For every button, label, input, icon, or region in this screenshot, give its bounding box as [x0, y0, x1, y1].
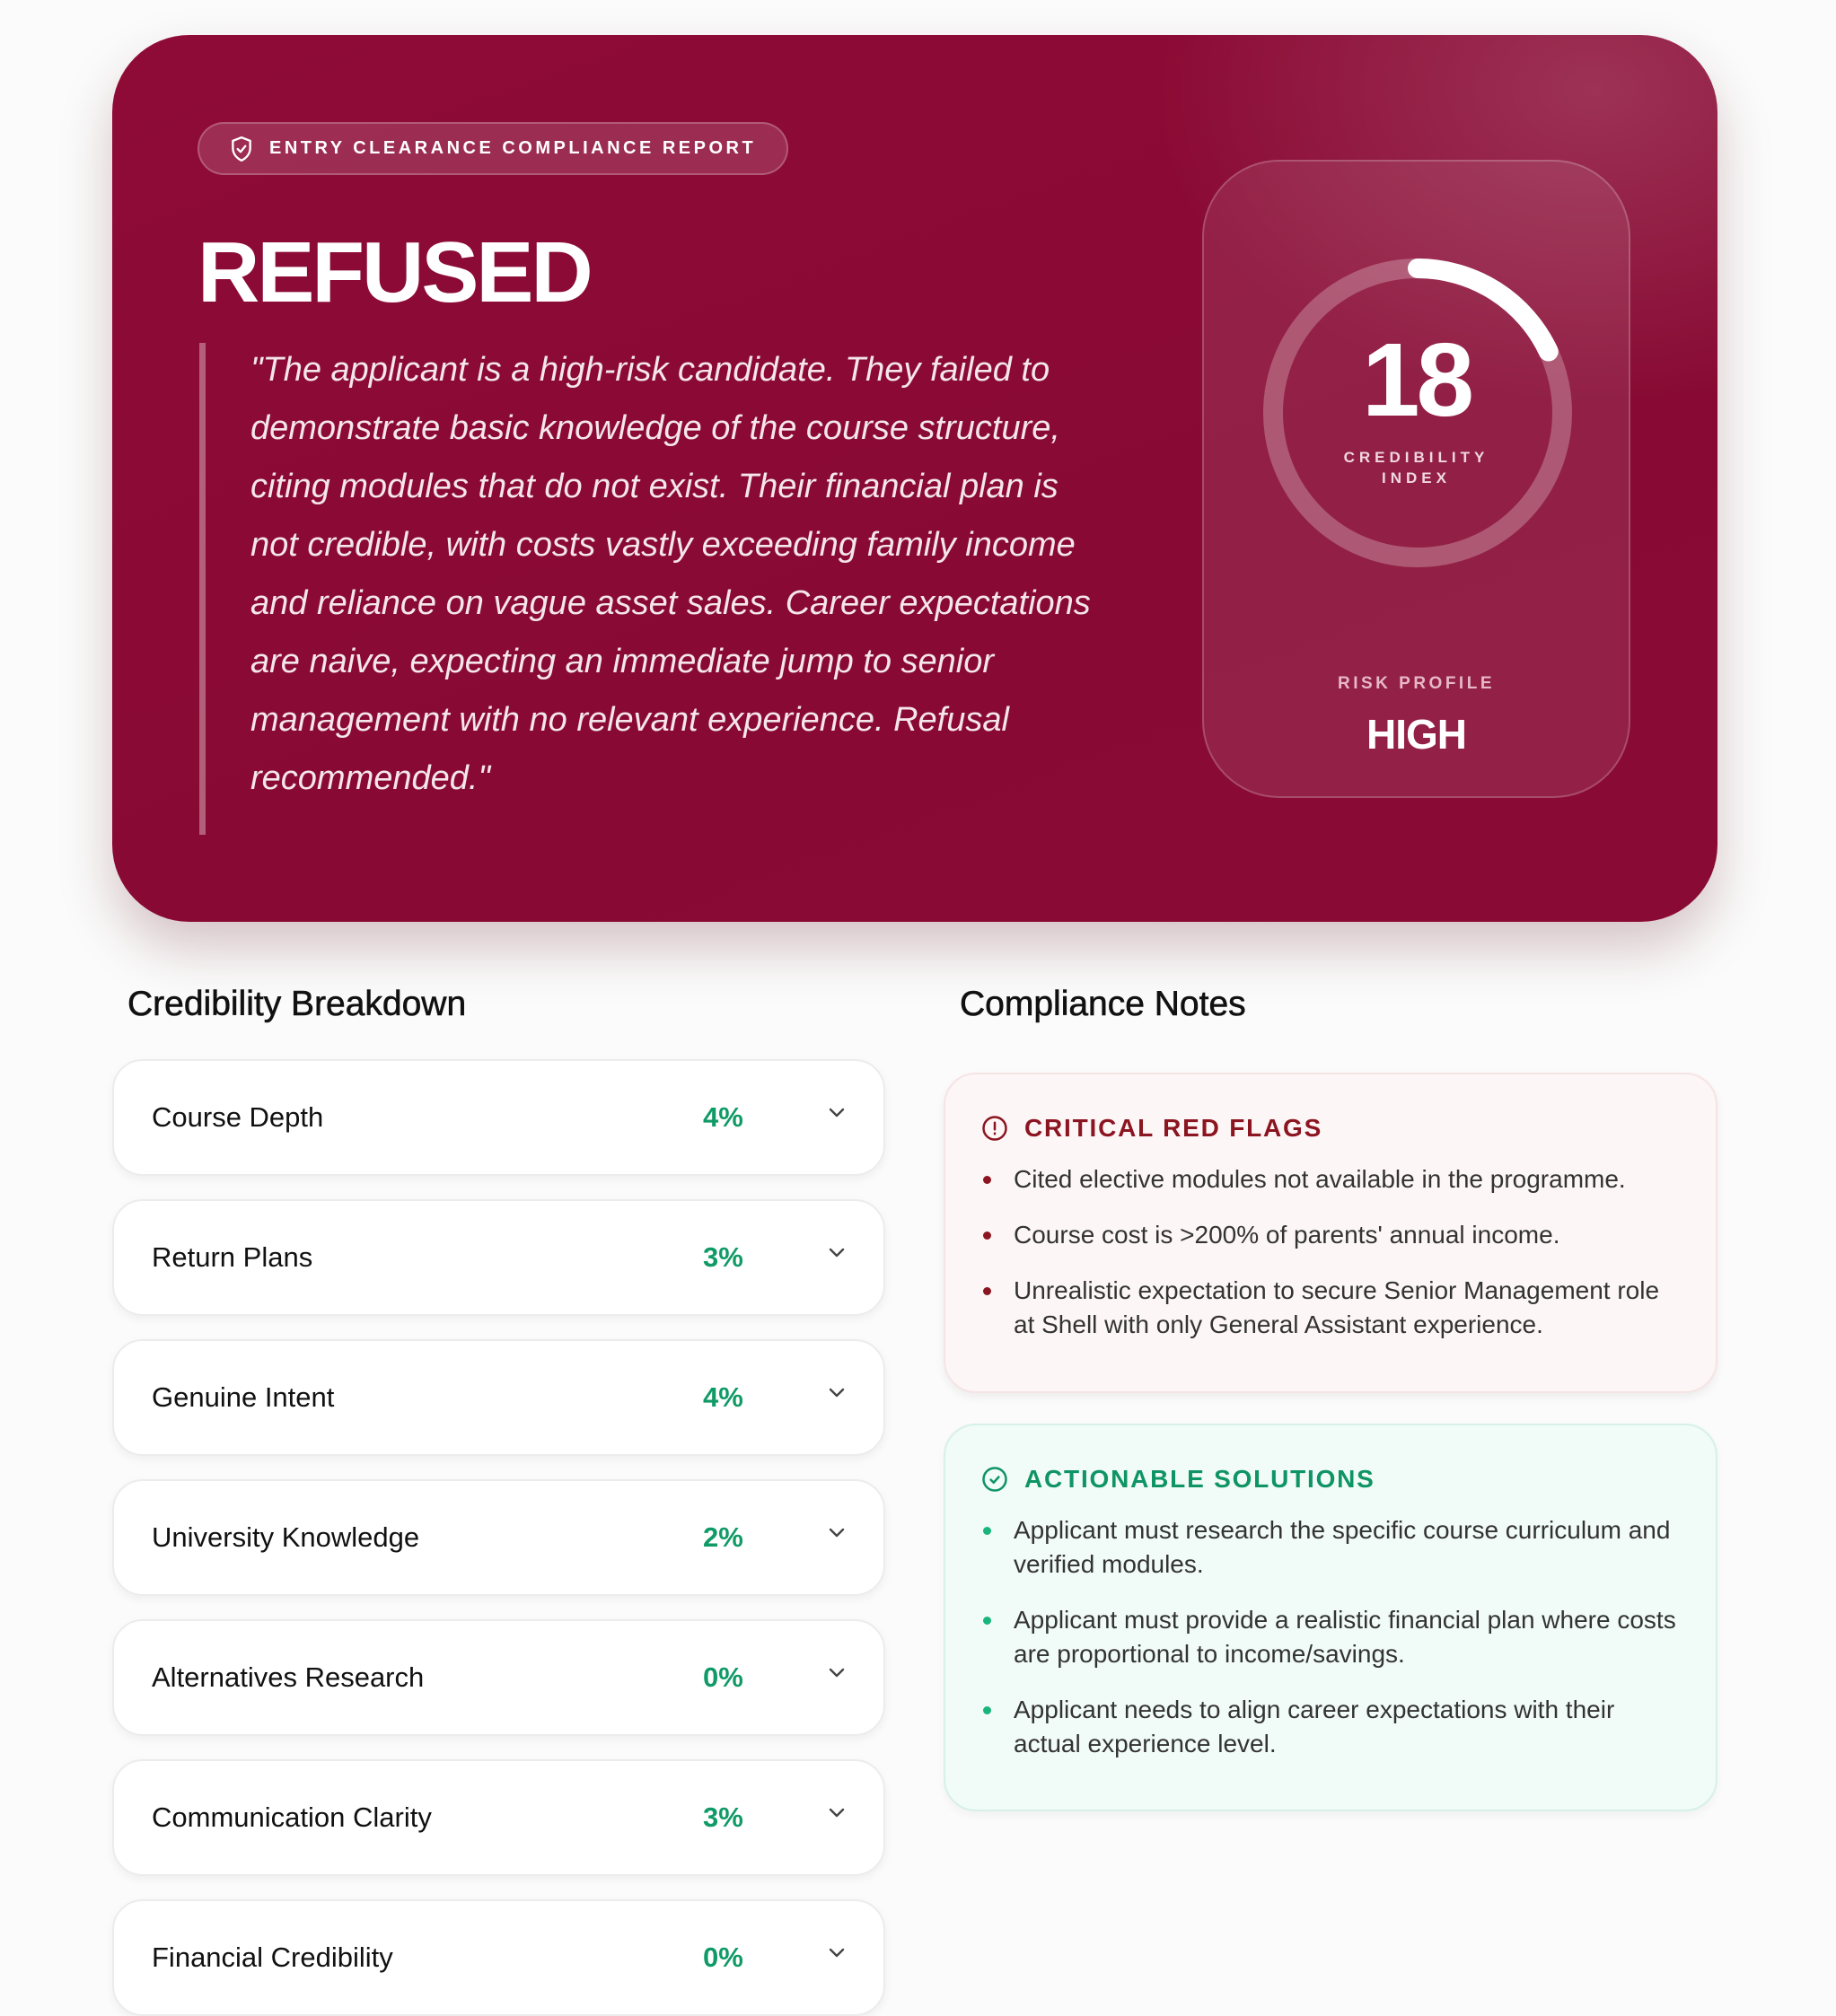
red-flags-list: [981, 1162, 1680, 1342]
breakdown-item-score: 4%: [703, 1381, 743, 1413]
breakdown-item[interactable]: [112, 1899, 885, 2016]
breakdown-item[interactable]: [112, 1199, 885, 1316]
breakdown-item[interactable]: [112, 1339, 885, 1456]
breakdown-item-score: 0%: [703, 1941, 743, 1973]
notes-title: Compliance Notes: [960, 985, 1246, 1023]
risk-profile-label: RISK PROFILE: [1337, 674, 1495, 693]
decision-hero-card: [112, 35, 1717, 922]
credibility-label: CREDIBILITY INDEX: [1343, 449, 1489, 486]
chevron-down-icon[interactable]: [826, 1526, 848, 1540]
breakdown-item-label: Alternatives Research: [152, 1661, 425, 1693]
score-panel: [1202, 160, 1630, 798]
breakdown-title: Credibility Breakdown: [127, 985, 467, 1023]
breakdown-item[interactable]: [112, 1619, 885, 1736]
breakdown-item-score: 2%: [703, 1521, 743, 1553]
note-item: Course cost is >200% of parents' annual income.: [981, 1218, 1680, 1252]
breakdown-item-score: 0%: [703, 1661, 743, 1693]
breakdown-item-label: Course Depth: [152, 1101, 324, 1133]
check-circle-icon: [981, 1466, 1008, 1493]
note-item: Applicant must provide a realistic financial plan where costs are proportional to income/savings.: [981, 1603, 1680, 1671]
red-flags-card: [944, 1073, 1717, 1393]
breakdown-item-label: Communication Clarity: [152, 1801, 432, 1833]
breakdown-item[interactable]: [112, 1479, 885, 1596]
chevron-down-icon[interactable]: [826, 1806, 848, 1820]
decision-title: REFUSED: [198, 224, 591, 320]
note-item: Cited elective modules not available in the programme.: [981, 1162, 1680, 1196]
breakdown-item[interactable]: [112, 1059, 885, 1176]
breakdown-item-score: 3%: [703, 1801, 743, 1833]
badge-label: ENTRY CLEARANCE COMPLIANCE REPORT: [269, 138, 757, 158]
report-type-badge: [198, 122, 788, 175]
chevron-down-icon[interactable]: [826, 1666, 848, 1680]
breakdown-item-score: 3%: [703, 1241, 743, 1273]
risk-profile-value: HIGH: [1366, 711, 1466, 758]
chevron-down-icon[interactable]: [826, 1386, 848, 1400]
quote-text: "The applicant is a high-risk candidate. They failed to demonstrate basic knowledge of the course structure, citing modules that do not exist. Their financial plan is not credible, with costs vastly exceeding family income and reliance on vague asset sales. Career expectations are naive, expecting an immediate jump to senior management with no relevant experience. Refusal recommended.": [250, 351, 1091, 797]
note-item: Unrealistic expectation to secure Senior Management role at Shell with only General Assistant experience.: [981, 1274, 1680, 1342]
solutions-list: [981, 1513, 1680, 1761]
solutions-card: [944, 1424, 1717, 1811]
breakdown-item-score: 4%: [703, 1101, 743, 1133]
chevron-down-icon[interactable]: [826, 1106, 848, 1120]
breakdown-item[interactable]: [112, 1759, 885, 1876]
alert-circle-icon: [981, 1115, 1008, 1142]
note-item: Applicant must research the specific course curriculum and verified modules.: [981, 1513, 1680, 1582]
chevron-down-icon[interactable]: [826, 1246, 848, 1260]
shield-check-icon: [230, 136, 253, 162]
solutions-title: ACTIONABLE SOLUTIONS: [1024, 1465, 1375, 1493]
chevron-down-icon[interactable]: [826, 1946, 848, 1960]
breakdown-item-label: Financial Credibility: [152, 1941, 393, 1973]
officer-quote: [199, 343, 1097, 835]
credibility-score: 18: [1361, 321, 1471, 438]
breakdown-item-label: University Knowledge: [152, 1521, 420, 1553]
red-flags-title: CRITICAL RED FLAGS: [1024, 1114, 1323, 1142]
breakdown-item-label: Genuine Intent: [152, 1381, 335, 1413]
breakdown-item-label: Return Plans: [152, 1241, 313, 1273]
note-item: Applicant needs to align career expectations with their actual experience level.: [981, 1693, 1680, 1761]
